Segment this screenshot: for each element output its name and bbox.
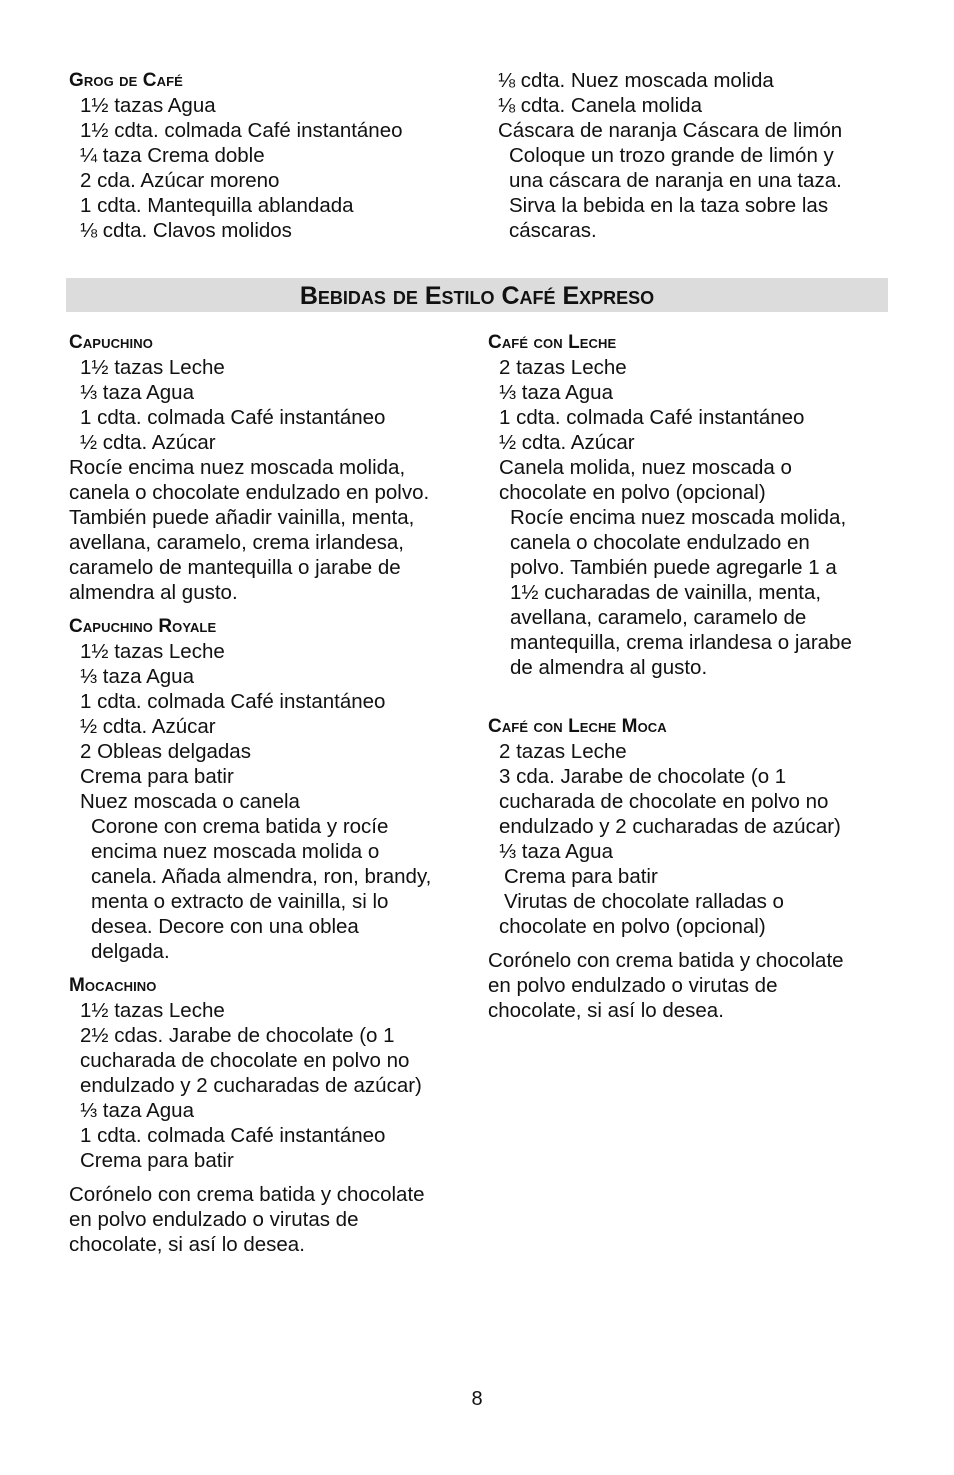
ingredient-line: 1 cdta. Mantequilla ablandada xyxy=(80,194,354,217)
ingredient-list xyxy=(69,93,469,243)
ingredient-line: 1 cdta. colmada Café instantáneo xyxy=(80,690,386,713)
instruction-line: caramelo de mantequilla o jarabe de xyxy=(69,556,401,579)
recipe-title: Capuchino xyxy=(69,332,153,353)
right-column xyxy=(488,330,888,1023)
instruction-line: en polvo endulzado o virutas de xyxy=(69,1208,359,1231)
instruction-line: de almendra al gusto. xyxy=(510,656,708,679)
recipe-capuchino-royale xyxy=(69,614,469,964)
ingredient-line: 2 tazas Leche xyxy=(499,356,627,379)
recipe-title: Grog de Café xyxy=(69,70,183,91)
recipe-cafe-con-leche-moca xyxy=(488,714,888,1023)
recipe-mocachino xyxy=(69,973,469,1257)
ingredient-line: ⅓ taza Agua xyxy=(80,381,194,404)
recipe-title: Café con Leche Moca xyxy=(488,716,667,737)
instruction-line: Corónelo con crema batida y chocolate xyxy=(488,949,844,972)
ingredient-line: 2 Obleas delgadas xyxy=(80,740,251,763)
ingredient-line: endulzado y 2 cucharadas de azúcar) xyxy=(499,815,841,838)
ingredient-line: 1 cdta. colmada Café instantáneo xyxy=(80,1124,386,1147)
instruction-line: mantequilla, crema irlandesa o jarabe xyxy=(510,631,852,654)
recipe-title: Capuchino Royale xyxy=(69,616,217,637)
instruction-line: avellana, caramelo, crema irlandesa, xyxy=(69,531,404,554)
page-number: 8 xyxy=(471,1388,483,1410)
recipe-capuchino xyxy=(69,330,469,605)
ingredient-line: ½ cdta. Azúcar xyxy=(80,715,216,738)
instruction-line: Sirva la bebida en la taza sobre las xyxy=(509,194,829,217)
instruction-block xyxy=(488,948,888,1023)
ingredient-line: ½ cdta. Azúcar xyxy=(499,431,635,454)
ingredient-line: 1 cdta. colmada Café instantáneo xyxy=(80,406,386,429)
recipe-title: Mocachino xyxy=(69,975,157,996)
instruction-line: avellana, caramelo, caramelo de xyxy=(510,606,807,629)
instruction-line: chocolate, si así lo desea. xyxy=(69,1233,305,1256)
instruction-line: menta o extracto de vainilla, si lo xyxy=(91,890,389,913)
ingredient-line: 3 cda. Jarabe de chocolate (o 1 xyxy=(499,765,787,788)
ingredient-line: Cáscara de naranja Cáscara de limón xyxy=(498,119,843,142)
ingredient-line: chocolate en polvo (opcional) xyxy=(499,481,766,504)
recipe-grog-continuation xyxy=(498,68,888,243)
ingredient-line: cucharada de chocolate en polvo no xyxy=(499,790,829,813)
ingredient-line: endulzado y 2 cucharadas de azúcar) xyxy=(80,1074,422,1097)
ingredient-line: 2 cda. Azúcar moreno xyxy=(80,169,280,192)
section-banner: Bebidas de Estilo Café Expreso xyxy=(66,278,888,312)
instruction-line: Rocíe encima nuez moscada molida, xyxy=(69,456,406,479)
ingredient-line: Crema para batir xyxy=(504,865,658,888)
ingredient-line: ⅓ taza Agua xyxy=(80,1099,194,1122)
instruction-line: canela. Añada almendra, ron, brandy, xyxy=(91,865,432,888)
instruction-line: cáscaras. xyxy=(509,219,597,242)
ingredient-line: cucharada de chocolate en polvo no xyxy=(80,1049,410,1072)
ingredient-line: ⅓ taza Agua xyxy=(499,840,613,863)
instruction-line: canela o chocolate endulzado en polvo. xyxy=(69,481,430,504)
ingredient-line: 2½ cdas. Jarabe de chocolate (o 1 xyxy=(80,1024,395,1047)
ingredient-line: 1 cdta. colmada Café instantáneo xyxy=(499,406,805,429)
ingredient-line: Virutas de chocolate ralladas o xyxy=(504,890,784,913)
instruction-line: desea. Decore con una oblea xyxy=(91,915,359,938)
instruction-line: Coloque un trozo grande de limón y xyxy=(509,144,834,167)
ingredient-line: 1½ tazas Leche xyxy=(80,356,225,379)
ingredient-line: 1½ tazas Leche xyxy=(80,999,225,1022)
instruction-line: polvo. También puede agregarle 1 a xyxy=(510,556,837,579)
ingredient-line: Crema para batir xyxy=(80,765,234,788)
instruction-line: Corónelo con crema batida y chocolate xyxy=(69,1183,425,1206)
instruction-line: 1½ cucharadas de vainilla, menta, xyxy=(510,581,822,604)
instruction-line: encima nuez moscada molida o xyxy=(91,840,380,863)
ingredient-line: 1½ cdta. colmada Café instantáneo xyxy=(80,119,403,142)
ingredient-line: ⅓ taza Agua xyxy=(499,381,613,404)
instruction-line: Corone con crema batida y rocíe xyxy=(91,815,389,838)
instruction-line: Rocíe encima nuez moscada molida, xyxy=(510,506,847,529)
ingredient-line: ½ cdta. Azúcar xyxy=(80,431,216,454)
instruction-line: almendra al gusto. xyxy=(69,581,238,604)
instruction-line: También puede añadir vainilla, menta, xyxy=(69,506,415,529)
instruction-block xyxy=(69,1182,469,1257)
ingredient-line: 2 tazas Leche xyxy=(499,740,627,763)
ingredient-line: Crema para batir xyxy=(80,1149,234,1172)
ingredient-line: Canela molida, nuez moscada o xyxy=(499,456,792,479)
recipe-grog-de-cafe xyxy=(69,68,469,243)
ingredient-line: Nuez moscada o canela xyxy=(80,790,300,813)
left-column xyxy=(69,330,469,1257)
ingredient-line: ¼ taza Crema doble xyxy=(80,144,265,167)
recipe-cafe-con-leche xyxy=(488,330,888,680)
recipe-title: Café con Leche xyxy=(488,332,617,353)
ingredient-line: 1½ tazas Leche xyxy=(80,640,225,663)
instruction-line: una cáscara de naranja en una taza. xyxy=(509,169,842,192)
ingredient-line: ⅛ cdta. Nuez moscada molida xyxy=(498,69,774,92)
ingredient-line: ⅓ taza Agua xyxy=(80,665,194,688)
ingredient-line: ⅛ cdta. Clavos molidos xyxy=(80,219,292,242)
instruction-line: canela o chocolate endulzado en xyxy=(510,531,810,554)
ingredient-line: ⅛ cdta. Canela molida xyxy=(498,94,702,117)
ingredient-line: chocolate en polvo (opcional) xyxy=(499,915,766,938)
instruction-line: en polvo endulzado o virutas de xyxy=(488,974,778,997)
instruction-line: delgada. xyxy=(91,940,170,963)
ingredient-line: 1½ tazas Agua xyxy=(80,94,216,117)
instruction-line: chocolate, si así lo desea. xyxy=(488,999,724,1022)
